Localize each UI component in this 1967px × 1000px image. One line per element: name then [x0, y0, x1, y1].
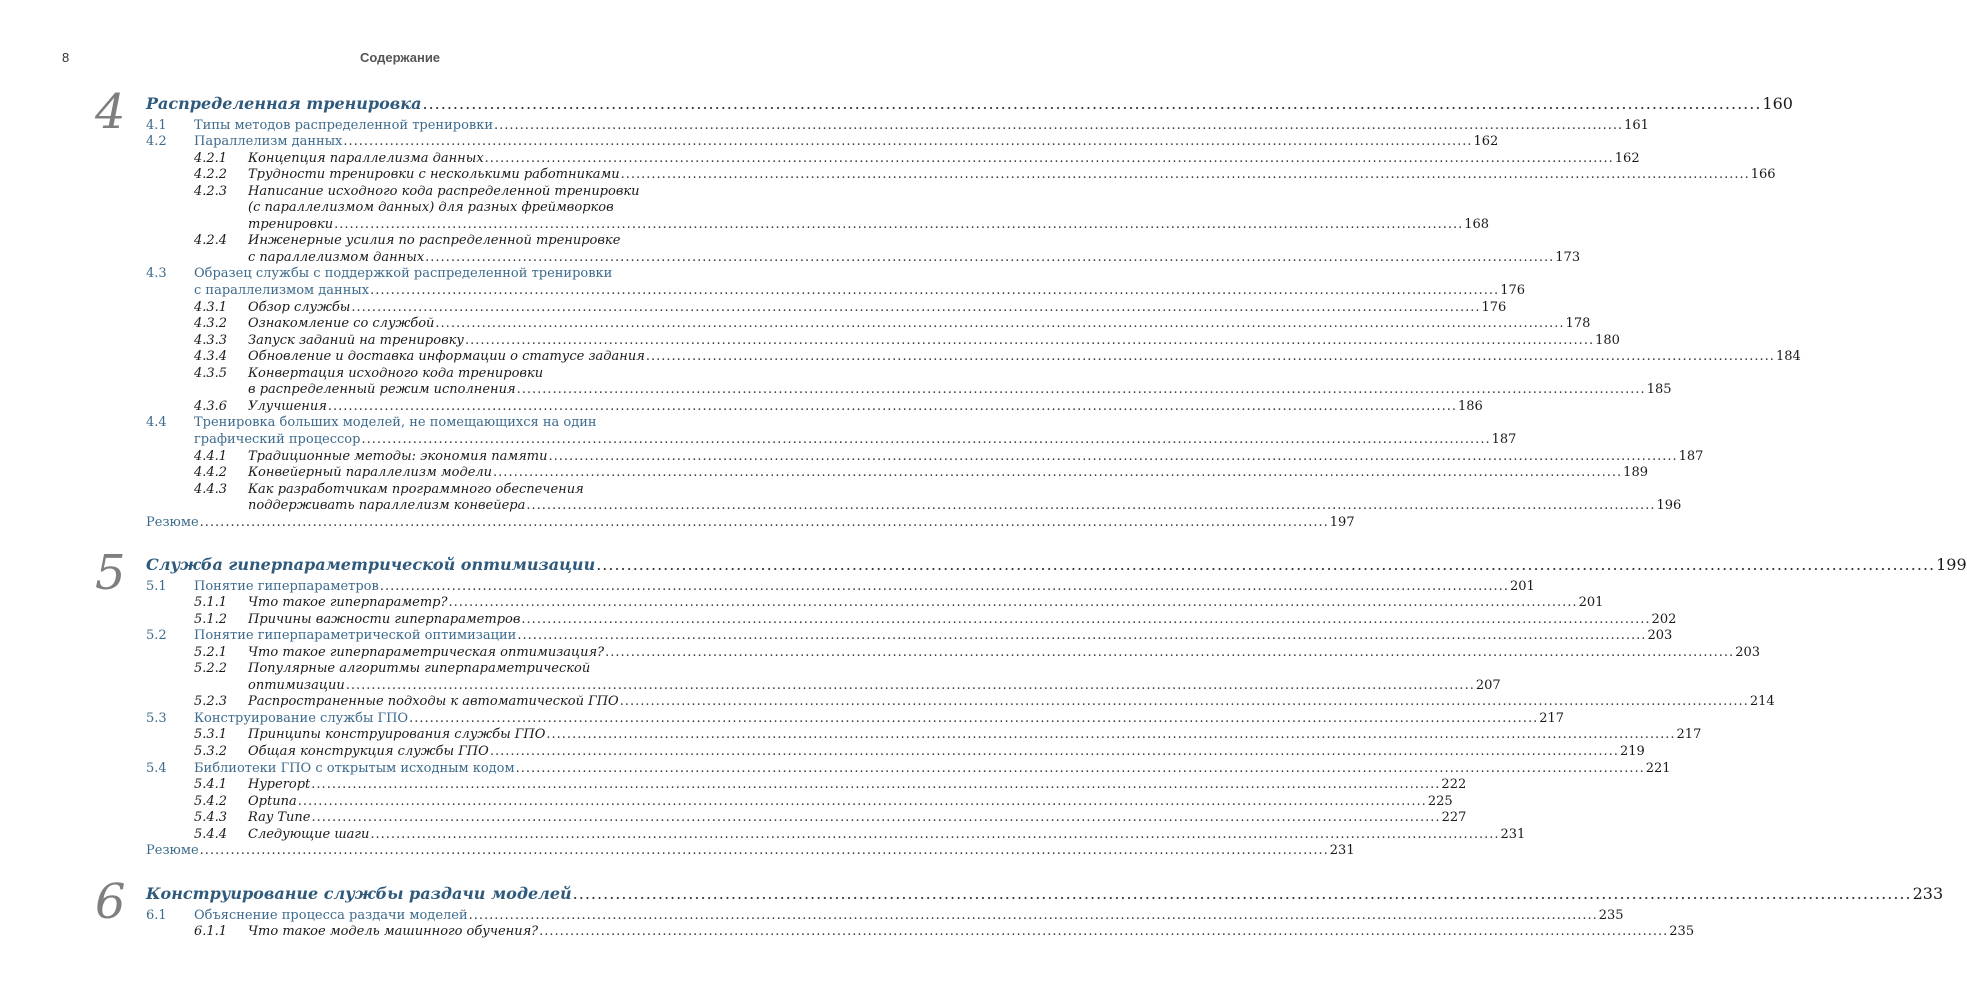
- subsection-entry-text: Улучшения: [248, 398, 327, 414]
- dot-leader: ............................................................................................................................................................................................................................: [297, 793, 1427, 809]
- dot-leader: ............................................................................................................................................................................................................................: [468, 907, 1598, 923]
- section-entry[interactable]: [194, 265, 706, 282]
- subsection-entry[interactable]: [248, 150, 1640, 167]
- dot-leader: ............................................................................................................................................................................................................................: [645, 349, 1775, 365]
- page-ref: 162: [1614, 150, 1640, 166]
- dot-leader: ............................................................................................................................................................................................................................: [361, 431, 1491, 447]
- section-entry[interactable]: [194, 760, 1671, 777]
- section-entry[interactable]: [194, 117, 1649, 134]
- subsection-entry[interactable]: [248, 183, 706, 200]
- dot-leader: ............................................................................................................................................................................................................................: [620, 167, 1750, 183]
- subsection-entry-text: Optuna: [248, 793, 297, 809]
- subsection-number: 5.3.1: [194, 727, 228, 743]
- subsection-entry[interactable]: [248, 381, 1672, 398]
- page-ref: 203: [1735, 644, 1761, 660]
- dot-leader: ............................................................................................................................................................................................................................: [605, 644, 1735, 660]
- subsection-entry-text: Как разработчикам программного обеспечения: [248, 481, 584, 497]
- section-entry-text: Объяснение процесса раздачи моделей: [194, 907, 468, 923]
- subsection-number: 4.3.1: [194, 299, 228, 315]
- subsection-number: 5.2.3: [194, 694, 228, 710]
- subsection-entry[interactable]: [248, 166, 1776, 183]
- summary-entry[interactable]: [146, 842, 1355, 859]
- subsection-entry-text: Что такое гиперпараметрическая оптимизация?: [248, 644, 605, 660]
- page-ref: 222: [1441, 777, 1467, 793]
- section-number: 4.1: [146, 117, 167, 133]
- chapter-title-entry-text: Служба гиперпараметрической оптимизации: [146, 555, 596, 574]
- dot-leader: ............................................................................................................................................................................................................................: [311, 777, 1441, 793]
- subsection-entry-text: Конвейерный параллелизм модели: [248, 465, 493, 481]
- subsection-number: 4.3.6: [194, 398, 228, 414]
- subsection-number: 4.3.4: [194, 349, 228, 365]
- page-ref: 162: [1473, 134, 1499, 150]
- subsection-entry[interactable]: [248, 644, 1761, 661]
- section-entry[interactable]: [194, 907, 1624, 924]
- dot-leader: ............................................................................................................................................................................................................................: [351, 299, 1481, 315]
- section-entry-text: с параллелизмом данных: [194, 283, 370, 298]
- section-entry[interactable]: [194, 710, 1565, 727]
- dot-leader: ............................................................................................................................................................................................................................: [521, 611, 1651, 627]
- subsection-entry[interactable]: [248, 481, 706, 498]
- page-ref: 214: [1749, 694, 1775, 710]
- section-number: 5.2: [146, 628, 167, 644]
- page-ref: 189: [1623, 465, 1648, 481]
- page-ref: 187: [1678, 448, 1704, 464]
- subsection-number: 4.3.3: [194, 332, 228, 348]
- subsection-entry[interactable]: [248, 448, 1704, 465]
- subsection-entry-text: Запуск заданий на тренировку: [248, 332, 464, 348]
- page-ref: 173: [1555, 249, 1581, 265]
- subsection-number: 5.4.2: [194, 793, 228, 809]
- subsection-entry-text: тренировки: [248, 216, 334, 232]
- subsection-entry[interactable]: [248, 464, 1648, 481]
- subsection-entry-text: Конвертация исходного кода тренировки: [248, 365, 544, 381]
- dot-leader: ............................................................................................................................................................................................................................: [517, 628, 1647, 644]
- subsection-entry[interactable]: [248, 365, 706, 382]
- page-ref: 235: [1598, 907, 1624, 923]
- dot-leader: ............................................................................................................................................................................................................................: [493, 465, 1623, 481]
- page-ref: 225: [1427, 793, 1453, 809]
- section-entry[interactable]: [194, 414, 706, 431]
- page-ref: 176: [1481, 299, 1507, 315]
- page-ref: 201: [1578, 595, 1604, 611]
- subsection-number: 6.1.1: [194, 924, 228, 940]
- dot-leader: ............................................................................................................................................................................................................................: [343, 134, 1473, 150]
- subsection-entry-text: Обновление и доставка информации о статусе задания: [248, 349, 645, 365]
- page-ref: 168: [1464, 216, 1490, 232]
- subsection-entry-text: Инженерные усилия по распределенной тренировке: [248, 233, 621, 249]
- subsection-entry-text: оптимизации: [248, 677, 345, 693]
- section-entry-text: Конструирование службы ГПО: [194, 710, 409, 726]
- subsection-entry-text: поддерживать параллелизм конвейера: [248, 498, 526, 514]
- page-ref: 187: [1491, 431, 1517, 447]
- page-ref: 202: [1651, 611, 1677, 627]
- subsection-entry[interactable]: [248, 348, 1801, 365]
- subsection-entry-text: Следующие шаги: [248, 826, 370, 842]
- page-ref: 231: [1329, 843, 1355, 859]
- section-entry-text: Типы методов распределенной тренировки: [194, 117, 494, 133]
- chapter-number: 6: [95, 874, 126, 930]
- section-entry[interactable]: [194, 133, 1499, 150]
- section-number: 6.1: [146, 907, 167, 923]
- subsection-number: 4.4.1: [194, 448, 228, 464]
- subsection-entry[interactable]: [248, 809, 1467, 826]
- subsection-entry-text: Что такое модель машинного обучения?: [248, 924, 539, 940]
- section-entry-text: Библиотеки ГПО с открытым исходным кодом: [194, 760, 515, 776]
- subsection-entry[interactable]: [248, 299, 1507, 316]
- dot-leader: ............................................................................................................................................................................................................................: [539, 924, 1669, 940]
- page-ref: 178: [1565, 316, 1591, 332]
- dot-leader: ............................................................................................................................................................................................................................: [435, 316, 1565, 332]
- subsection-entry[interactable]: [248, 677, 1501, 694]
- section-number: 5.3: [146, 710, 167, 726]
- subsection-number: 5.4.4: [194, 826, 228, 842]
- subsection-entry[interactable]: [248, 776, 1467, 793]
- subsection-entry-text: Обзор службы: [248, 299, 351, 315]
- subsection-entry[interactable]: [248, 232, 706, 249]
- subsection-entry-text: Что такое гиперпараметр?: [248, 595, 448, 611]
- subsection-entry[interactable]: [248, 693, 1775, 710]
- subsection-entry[interactable]: [248, 923, 1695, 940]
- dot-leader: ............................................................................................................................................................................................................................: [494, 117, 1624, 133]
- dot-leader: ............................................................................................................................................................................................................................: [516, 382, 1646, 398]
- subsection-entry[interactable]: [248, 660, 706, 677]
- chapter-title-entry[interactable]: [146, 94, 1793, 113]
- subsection-entry[interactable]: [248, 726, 1702, 743]
- subsection-entry-text: Концепция параллелизма данных: [248, 150, 484, 166]
- subsection-entry[interactable]: [248, 497, 1682, 514]
- section-entry-text: Понятие гиперпараметров: [194, 578, 379, 594]
- dot-leader: ............................................................................................................................................................................................................................: [572, 884, 1912, 903]
- section-entry[interactable]: [194, 627, 1673, 644]
- page-ref: 196: [1656, 498, 1682, 514]
- subsection-number: 4.2.4: [194, 233, 228, 249]
- subsection-number: 5.2.2: [194, 661, 228, 677]
- section-number: 5.1: [146, 578, 167, 594]
- page-ref: 207: [1475, 677, 1501, 693]
- subsection-entry[interactable]: [248, 743, 1645, 760]
- dot-leader: ............................................................................................................................................................................................................................: [334, 216, 1464, 232]
- summary-entry[interactable]: [146, 514, 1355, 531]
- page-ref: 231: [1500, 826, 1526, 842]
- subsection-entry-text: Причины важности гиперпараметров: [248, 611, 521, 627]
- subsection-entry[interactable]: [248, 594, 1604, 611]
- subsection-entry[interactable]: [248, 793, 1453, 810]
- subsection-number: 4.4.3: [194, 481, 228, 497]
- page-ref: 197: [1329, 514, 1355, 530]
- chapter-title-entry[interactable]: [146, 884, 1944, 903]
- dot-leader: ............................................................................................................................................................................................................................: [489, 744, 1619, 759]
- running-header: Содержание: [359, 50, 441, 65]
- subsection-entry-text: Ознакомление со службой: [248, 316, 435, 332]
- page-ref: 185: [1646, 382, 1672, 398]
- dot-leader: ............................................................................................................................................................................................................................: [596, 555, 1936, 574]
- section-entry-text: Понятие гиперпараметрической оптимизации: [194, 628, 517, 644]
- page-ref: 219: [1619, 744, 1645, 759]
- subsection-entry[interactable]: [248, 826, 1526, 843]
- dot-leader: ............................................................................................................................................................................................................................: [448, 595, 1578, 611]
- chapter-title-entry-text: Распределенная тренировка: [146, 94, 422, 113]
- subsection-entry-text: Трудности тренировки с несколькими работниками: [248, 167, 620, 183]
- page-ref: 166: [1750, 167, 1776, 183]
- dot-leader: ............................................................................................................................................................................................................................: [425, 249, 1555, 265]
- dot-leader: ............................................................................................................................................................................................................................: [546, 727, 1676, 743]
- subsection-entry-text: в распределенный режим исполнения: [248, 382, 516, 398]
- dot-leader: ............................................................................................................................................................................................................................: [199, 843, 1329, 859]
- subsection-entry-text: Традиционные методы: экономия памяти: [248, 448, 548, 464]
- page-ref: 203: [1647, 628, 1673, 644]
- subsection-entry-text: с параллелизмом данных: [248, 249, 425, 265]
- subsection-number: 5.1.1: [194, 595, 228, 611]
- subsection-entry[interactable]: [248, 199, 706, 216]
- subsection-number: 5.4.1: [194, 777, 228, 793]
- page-ref: 235: [1669, 924, 1695, 940]
- page-ref: 233: [1912, 884, 1944, 903]
- subsection-entry[interactable]: [248, 398, 1483, 415]
- subsection-number: 5.3.2: [194, 744, 228, 759]
- dot-leader: ............................................................................................................................................................................................................................: [199, 514, 1329, 530]
- subsection-number: 4.4.2: [194, 465, 228, 481]
- chapter-number: 4: [95, 84, 126, 140]
- page-ref: 199: [1936, 555, 1967, 574]
- subsection-entry-text: Ray Tune: [248, 810, 311, 826]
- chapter-title-entry-text: Конструирование службы раздачи моделей: [146, 884, 572, 903]
- section-number: 4.2: [146, 134, 167, 150]
- subsection-entry[interactable]: [248, 216, 1490, 233]
- dot-leader: ............................................................................................................................................................................................................................: [345, 677, 1475, 693]
- section-entry[interactable]: [194, 431, 1517, 448]
- subsection-entry[interactable]: [248, 332, 1620, 349]
- subsection-number: 4.2.3: [194, 183, 228, 199]
- subsection-entry-text: Популярные алгоритмы гиперпараметрической: [248, 661, 591, 677]
- section-entry[interactable]: [194, 282, 1526, 299]
- section-entry-text: Параллелизм данных: [194, 134, 343, 150]
- subsection-entry-text: Общая конструкция службы ГПО: [248, 744, 489, 759]
- section-number: 4.4: [146, 415, 167, 431]
- subsection-number: 4.2.2: [194, 167, 228, 183]
- dot-leader: ............................................................................................................................................................................................................................: [370, 283, 1500, 298]
- summary-entry-text: Резюме: [146, 843, 199, 859]
- dot-leader: ............................................................................................................................................................................................................................: [379, 578, 1509, 594]
- subsection-entry-text: Принципы конструирования службы ГПО: [248, 727, 546, 743]
- page-ref: 184: [1775, 349, 1801, 365]
- subsection-entry-text: Hyperopt: [248, 777, 311, 793]
- chapter-title-entry[interactable]: [146, 555, 1967, 574]
- summary-entry-text: Резюме: [146, 514, 199, 530]
- page-ref: 176: [1500, 283, 1526, 298]
- subsection-number: 4.2.1: [194, 150, 228, 166]
- dot-leader: ............................................................................................................................................................................................................................: [422, 94, 1762, 113]
- dot-leader: ............................................................................................................................................................................................................................: [370, 826, 1500, 842]
- page-ref: 217: [1676, 727, 1702, 743]
- page-ref: 227: [1441, 810, 1467, 826]
- subsection-number: 4.3.5: [194, 365, 228, 381]
- page-ref: 186: [1457, 398, 1483, 414]
- subsection-entry-text: Распространенные подходы к автоматической ГПО: [248, 694, 619, 710]
- page-ref: 180: [1595, 332, 1620, 348]
- chapter-number: 5: [95, 545, 126, 601]
- page-ref: 161: [1624, 117, 1649, 133]
- subsection-entry-text: Написание исходного кода распределенной тренировки: [248, 183, 640, 199]
- page-ref: 217: [1539, 710, 1565, 726]
- subsection-number: 5.1.2: [194, 611, 228, 627]
- dot-leader: ............................................................................................................................................................................................................................: [409, 710, 1539, 726]
- dot-leader: ............................................................................................................................................................................................................................: [484, 150, 1614, 166]
- dot-leader: ............................................................................................................................................................................................................................: [526, 498, 1656, 514]
- section-entry-text: Тренировка больших моделей, не помещающихся на один: [194, 415, 597, 431]
- page-ref: 221: [1645, 760, 1671, 776]
- subsection-entry-text: (с параллелизмом данных) для разных фреймворков: [248, 200, 614, 216]
- dot-leader: ............................................................................................................................................................................................................................: [515, 760, 1645, 776]
- dot-leader: ............................................................................................................................................................................................................................: [327, 398, 1457, 414]
- section-number: 4.3: [146, 266, 167, 282]
- dot-leader: ............................................................................................................................................................................................................................: [619, 694, 1749, 710]
- dot-leader: ............................................................................................................................................................................................................................: [464, 332, 1595, 348]
- page-number: 8: [62, 50, 70, 65]
- section-number: 5.4: [146, 760, 167, 776]
- subsection-number: 5.4.3: [194, 810, 228, 826]
- section-entry[interactable]: [194, 578, 1535, 595]
- dot-leader: ............................................................................................................................................................................................................................: [548, 448, 1678, 464]
- subsection-number: 4.3.2: [194, 316, 228, 332]
- subsection-entry[interactable]: [248, 249, 1581, 266]
- section-entry-text: графический процессор: [194, 431, 361, 447]
- page-ref: 160: [1762, 94, 1793, 113]
- section-entry-text: Образец службы с поддержкой распределенной тренировки: [194, 266, 613, 282]
- subsection-entry[interactable]: [248, 315, 1591, 332]
- subsection-entry[interactable]: [248, 611, 1677, 628]
- page-ref: 201: [1509, 578, 1535, 594]
- subsection-number: 5.2.1: [194, 644, 228, 660]
- dot-leader: ............................................................................................................................................................................................................................: [311, 810, 1441, 826]
